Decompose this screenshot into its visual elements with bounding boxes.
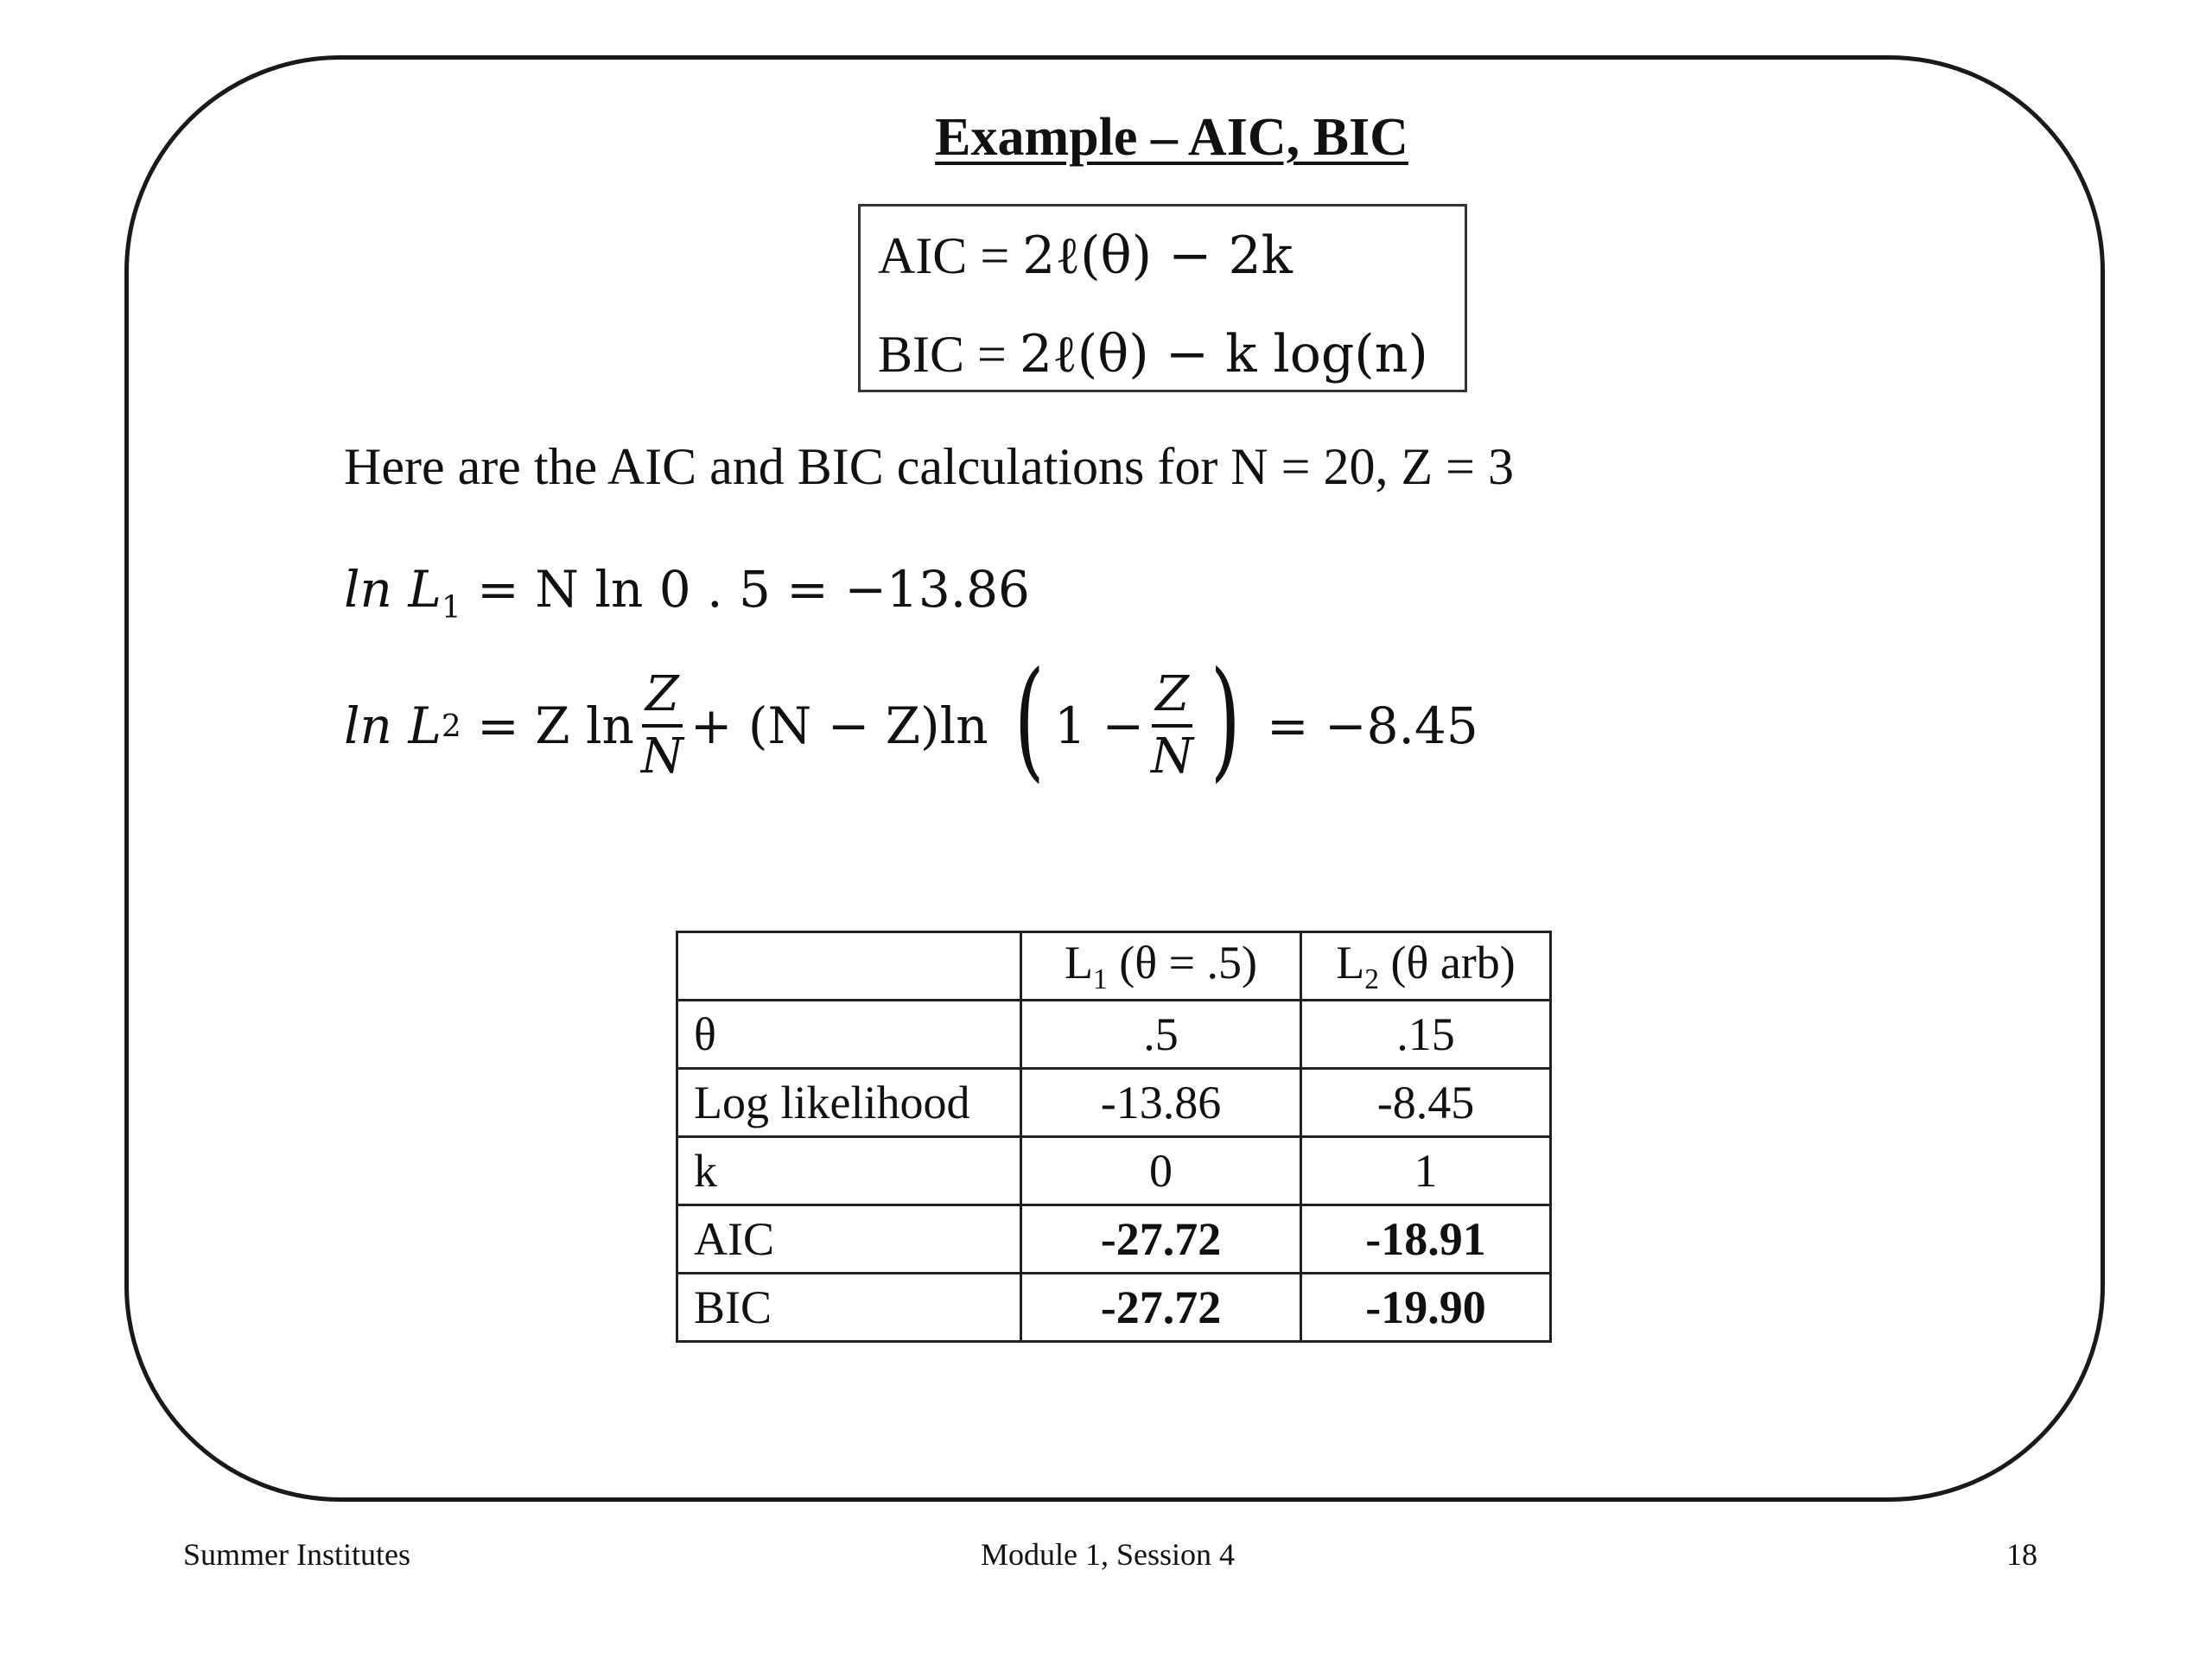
eq2-inner: 1 − <box>1054 696 1145 755</box>
aic-formula-expr: 2ℓ(θ) − 2k <box>1022 226 1293 286</box>
table-cell: -19.90 <box>1301 1274 1551 1342</box>
table-cell: -13.86 <box>1021 1069 1301 1137</box>
aic-bic-table <box>676 931 1552 1343</box>
eq2-lhs-sub: 2 <box>441 708 461 744</box>
bic-formula <box>878 324 1428 385</box>
intro-text: Here are the AIC and BIC calculations for N = 20, Z = 3 <box>344 438 1514 495</box>
footer-center: Module 1, Session 4 <box>981 1537 1236 1572</box>
footer-left: Summer Institutes <box>183 1537 410 1572</box>
eq2-frac1-den: N <box>640 728 683 785</box>
eq1-lhs: ln L <box>344 560 442 619</box>
table-cell: 1 <box>1301 1137 1551 1205</box>
header-l1-sub: 1 <box>1092 963 1108 995</box>
table-cell: -27.72 <box>1021 1205 1301 1274</box>
table-cell: .5 <box>1021 1001 1301 1069</box>
header-l2-desc: (θ arb) <box>1378 937 1516 989</box>
row-label-bic: BIC <box>677 1274 1021 1342</box>
eq2-close-paren: ) <box>1210 645 1241 795</box>
row-label-theta: θ <box>677 1001 1021 1069</box>
table-cell: -27.72 <box>1021 1274 1301 1342</box>
table-row <box>677 1137 1551 1205</box>
header-l1-desc: (θ = .5) <box>1107 937 1258 989</box>
table-row <box>677 1069 1551 1137</box>
formula-box <box>858 204 1467 392</box>
eq2-open-paren: ( <box>1014 645 1045 795</box>
eq2-result: = −8.45 <box>1250 696 1478 755</box>
table-row <box>677 1205 1551 1274</box>
table-cell: -18.91 <box>1301 1205 1551 1274</box>
eq2-fraction-2 <box>1151 666 1194 785</box>
equation-ln-l1 <box>344 560 1030 626</box>
table-row <box>677 1001 1551 1069</box>
page-number: 18 <box>2006 1537 2037 1572</box>
header-l1-symbol: L <box>1064 937 1093 989</box>
header-l2-sub: 2 <box>1364 963 1379 995</box>
slide-title: Example – AIC, BIC <box>935 108 1408 167</box>
eq2-part2: + (N − Z)ln <box>690 696 988 755</box>
row-label-log-likelihood: Log likelihood <box>677 1069 1021 1137</box>
table-header-row <box>677 932 1551 1001</box>
eq2-part1: = Z ln <box>461 696 634 755</box>
bic-formula-label: BIC = <box>878 326 1020 383</box>
eq2-fraction-1 <box>640 666 683 785</box>
eq2-frac2-den: N <box>1151 728 1194 785</box>
eq1-rhs: = N ln 0 . 5 = −13.86 <box>461 560 1030 619</box>
table-header-cell-empty <box>677 932 1021 1001</box>
eq1-lhs-sub: 1 <box>441 589 461 626</box>
header-l2-symbol: L <box>1336 937 1365 989</box>
row-label-k: k <box>677 1137 1021 1205</box>
table-header-cell-l1 <box>1021 932 1301 1001</box>
eq2-frac1-num: Z <box>642 671 683 728</box>
table-row <box>677 1274 1551 1342</box>
bic-formula-expr: 2ℓ(θ) − k log(n) <box>1019 324 1428 385</box>
table-cell: 0 <box>1021 1137 1301 1205</box>
table-cell: .15 <box>1301 1001 1551 1069</box>
table-cell: -8.45 <box>1301 1069 1551 1137</box>
table-header-cell-l2 <box>1301 932 1551 1001</box>
eq2-frac2-num: Z <box>1152 671 1192 728</box>
aic-formula <box>878 226 1293 286</box>
aic-formula-label: AIC = <box>878 227 1023 284</box>
row-label-aic: AIC <box>677 1205 1021 1274</box>
eq2-lhs: ln L <box>344 696 442 755</box>
equation-ln-l2 <box>344 645 1478 795</box>
